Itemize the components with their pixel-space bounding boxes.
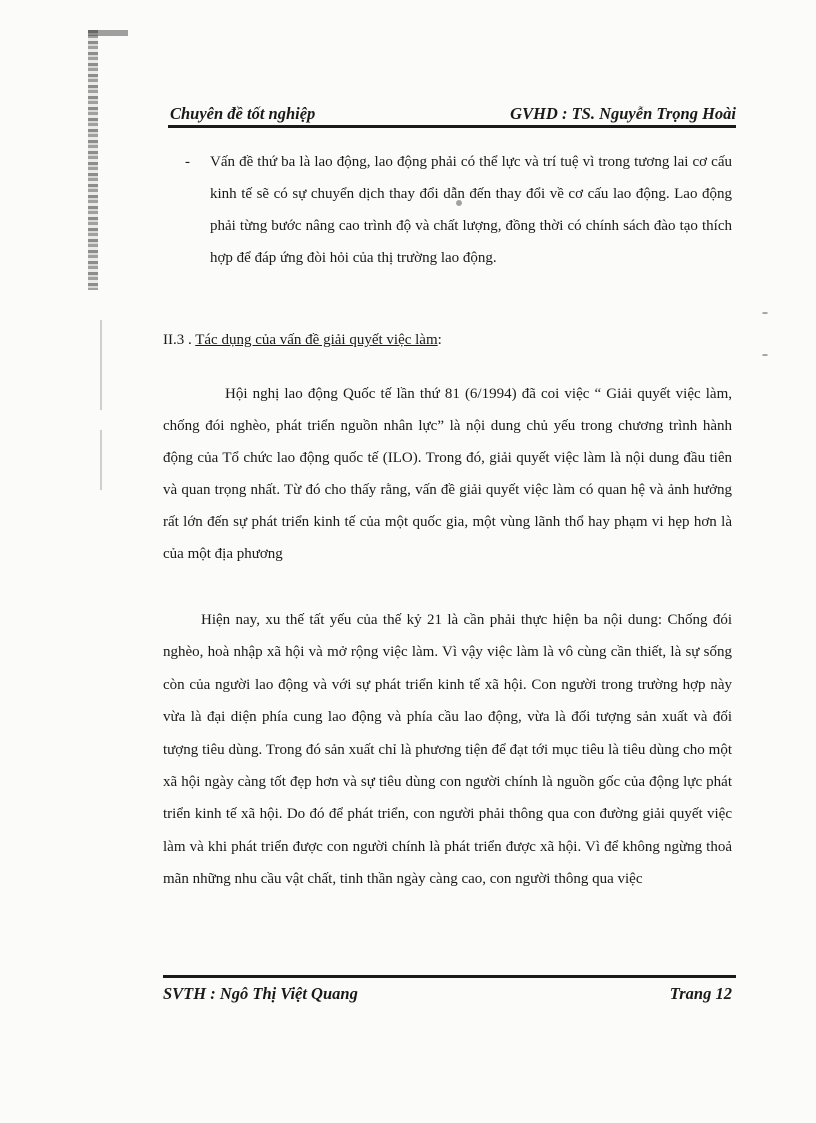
bullet-marker: - [185,154,190,170]
scan-edge-mark [100,430,102,490]
body-paragraph-1: Hội nghị lao động Quốc tế lần thứ 81 (6/1994) đã coi việc “ Giải quyết việc làm, chống đói nghèo, phát triển nguồn nhân lực” là nội dung chủ yếu trong chương trình hành động của Tổ chức lao động quốc tế (ILO). Trong đó, giải quyết việc làm là nội dung đầu tiên và quan trọng nhất. Từ đó cho thấy rằng, vấn đề giải quyết việc làm có quan hệ và ảnh hưởng rất lớn đến sự phát triển kinh tế của một quốc gia, một vùng lãnh thổ hay phạm vi hẹp hơn là của một địa phương [163,386,732,562]
header-advisor: GVHD : TS. Nguyễn Trọng Hoài [510,104,736,123]
section-number: II.3 . [163,332,192,348]
binding-corner-mark [88,30,128,36]
footer-author: SVTH : Ngô Thị Việt Quang [163,984,358,1003]
page-footer [163,984,736,1008]
scan-speck [762,354,768,356]
page-header [170,104,736,126]
binding-edge-mark [88,30,98,290]
header-document-type: Chuyên đề tốt nghiệp [170,104,316,123]
footer-rule [163,975,736,978]
header-rule [168,125,736,128]
section-heading [163,328,442,352]
body-paragraph-2: Hiện nay, xu thế tất yếu của thế kỷ 21 là cần phải thực hiện ba nội dung: Chống đói nghèo, hoà nhập xã hội và mở rộng việc làm. Vì vậy việc làm là vô cùng cần thiết, là sự sống còn của người lao động và với sự phát triển kinh tế xã hội. Con người trong trường hợp này vừa là đại diện phía cung lao động và phía cầu lao động, vừa là đối tượng sản xuất và đối tượng tiêu dùng. Trong đó sản xuất chỉ là phương tiện để đạt tới mục tiêu là tiêu dùng cho một xã hội ngày càng tốt đẹp hơn và sự tiêu dùng con người chính là nguồn gốc của động lực phát triển kinh tế xã hội. Do đó để phát triển, con người phải thông qua con đường giải quyết việc làm và khi phát triển được con người chính là phát triển được xã hội. Vì để không ngừng thoả mãn những nhu cầu vật chất, tinh thần ngày càng cao, con người thông qua việc [163,612,732,888]
scan-edge-mark [100,320,102,410]
footer-page-number: Trang 12 [669,984,732,1003]
scan-speck [762,312,768,314]
bullet-paragraph: Vấn đề thứ ba là lao động, lao động phải có thể lực và trí tuệ vì trong tương lai cơ cấu kinh tế sẽ có sự chuyển dịch thay đổi dẫn đến thay đổi về cơ cấu lao động. Lao động phải từng bước nâng cao trình độ và chất lượng, đồng thời có chính sách đào tạo thích hợp để đáp ứng đòi hỏi của thị trường lao động. [210,154,732,266]
section-title: Tác dụng của vấn đề giải quyết việc làm [195,332,438,348]
section-suffix: : [437,332,442,348]
